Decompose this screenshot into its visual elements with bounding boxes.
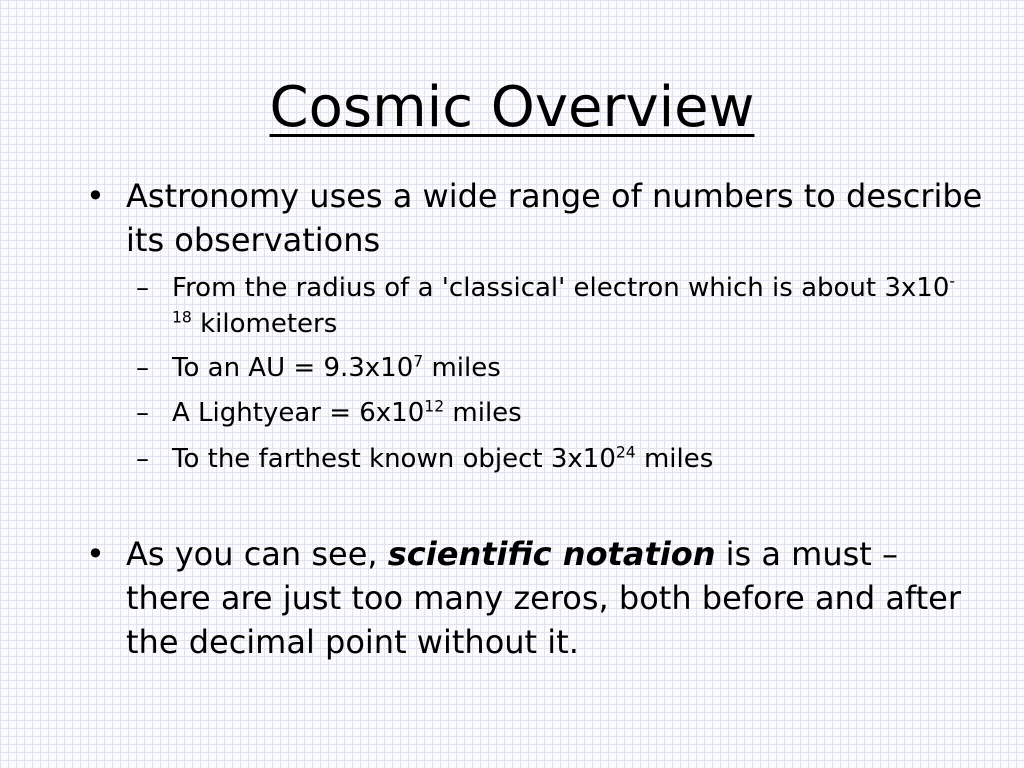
bullet-text: Astronomy uses a wide range of numbers to describe its observations	[126, 177, 983, 259]
exponent: 24	[615, 443, 636, 462]
bullet-icon: •	[86, 177, 105, 215]
sub-bullet-au	[136, 350, 972, 386]
exponent: 12	[424, 397, 445, 416]
sub-bullet-lightyear	[136, 395, 972, 431]
sub-bullet-text: To the farthest known object 3x10	[172, 444, 616, 474]
slide-title: Cosmic Overview	[269, 75, 755, 140]
dash-icon: –	[136, 398, 149, 428]
dash-icon: –	[136, 444, 149, 474]
sub-bullet-text: A Lightyear = 6x10	[172, 398, 425, 428]
bullet-text: As you can see,	[126, 535, 388, 573]
sub-bullet-text: From the radius of a 'classical' electron which is about 3x10	[172, 273, 950, 303]
sub-bullet-unit: miles	[423, 353, 501, 383]
sub-bullet-unit: miles	[444, 398, 522, 428]
bullet-scientific-notation	[86, 532, 986, 664]
sub-bullet-unit: miles	[635, 444, 714, 474]
sub-bullet-unit: kilometers	[191, 309, 338, 339]
dash-icon: –	[136, 273, 149, 303]
sub-bullet-text: To an AU = 9.3x10	[172, 353, 414, 383]
bullet-astronomy-numbers	[86, 174, 986, 262]
bullet-icon: •	[86, 535, 105, 573]
emphasis-text: scientific notation	[387, 535, 716, 573]
sub-bullet-farthest-object	[136, 441, 972, 477]
bullet-text-continued: is a must – there are just too many zeros, both before and after the decimal point without it.	[126, 535, 962, 661]
exponent: 7	[413, 352, 424, 371]
dash-icon: –	[136, 353, 149, 383]
exponent: -18	[172, 272, 955, 327]
sub-bullet-electron-radius	[136, 270, 972, 342]
